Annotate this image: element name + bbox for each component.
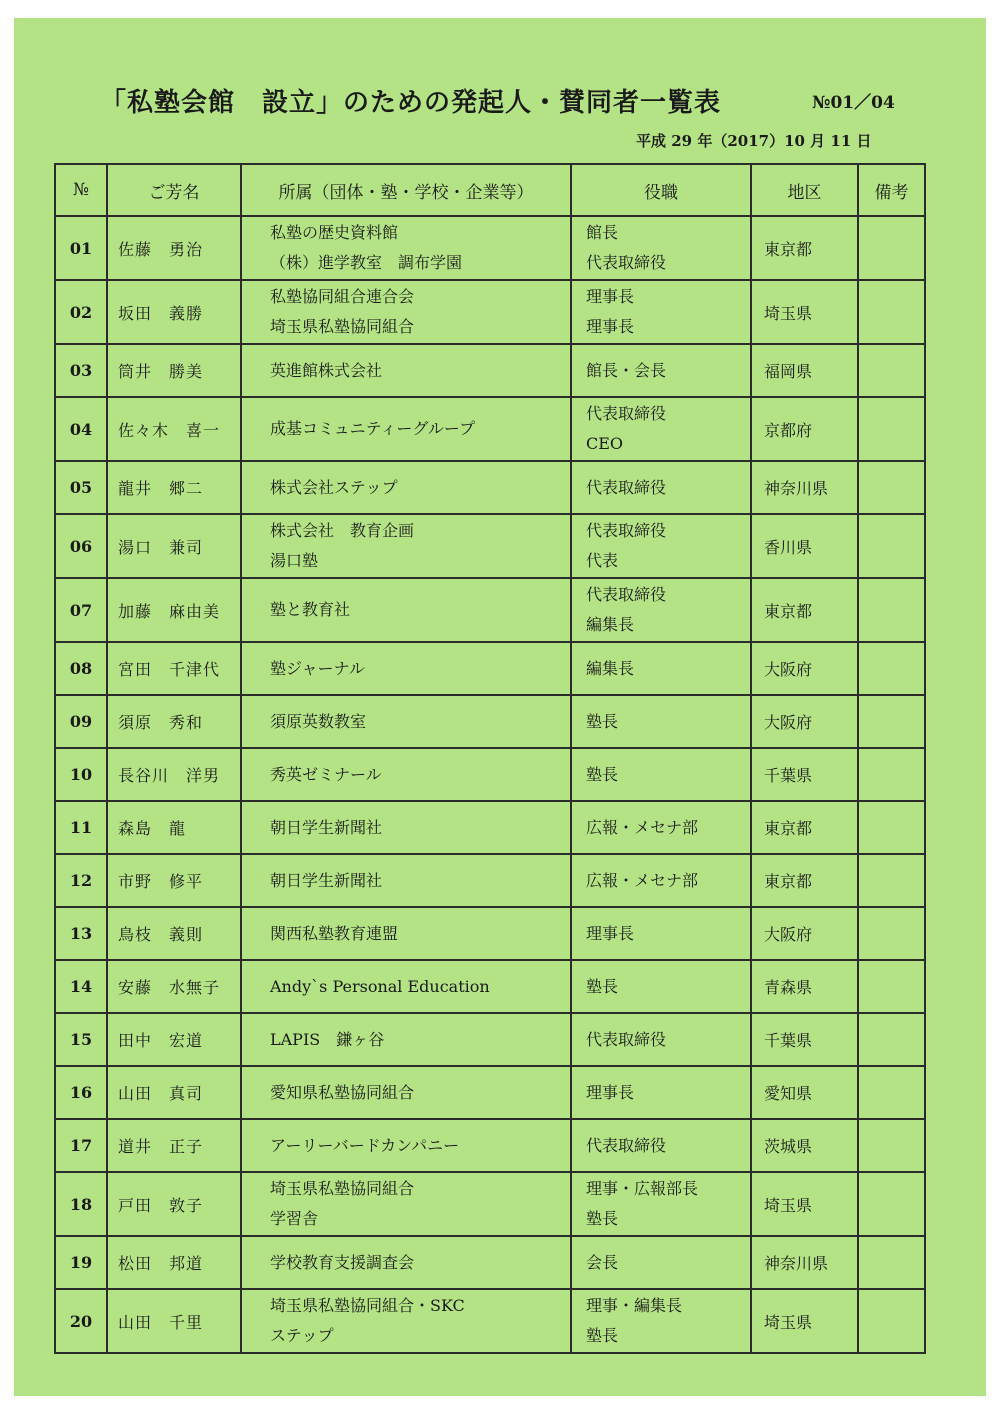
affiliation-cell — [241, 801, 571, 854]
row-number: 15 — [55, 1013, 107, 1066]
row-number: 07 — [55, 578, 107, 642]
note-cell — [858, 695, 925, 748]
region-cell: 東京都 — [751, 854, 858, 907]
header-affiliation: 所属（団体・塾・学校・企業等） — [241, 164, 571, 216]
affiliation-line: 関西私塾教育連盟 — [270, 923, 399, 943]
role-line: 塾長 — [586, 976, 619, 996]
role-cell — [571, 1172, 751, 1236]
note-cell — [858, 801, 925, 854]
role-cell — [571, 907, 751, 960]
document-date: 平成 29 年（2017）10 月 11 日 — [636, 132, 872, 150]
affiliation-line: 株式会社ステップ — [270, 477, 398, 497]
role-cell — [571, 344, 751, 397]
note-cell — [858, 1236, 925, 1289]
role-line: 塾長 — [586, 711, 619, 731]
role-line: 代表取締役 — [586, 1029, 667, 1049]
region-cell: 香川県 — [751, 514, 858, 578]
role-line: 館長・会長 — [586, 360, 667, 380]
table-row — [55, 216, 925, 280]
note-cell — [858, 578, 925, 642]
region-cell: 千葉県 — [751, 1013, 858, 1066]
affiliation-cell — [241, 461, 571, 514]
region-cell: 東京都 — [751, 801, 858, 854]
affiliation-line: 株式会社 教育企画 — [270, 521, 415, 540]
role-line: 編集長 — [586, 658, 635, 678]
role-line: 塾長 — [586, 764, 619, 784]
affiliation-cell — [241, 907, 571, 960]
page-number: №01／04 — [812, 93, 895, 113]
header-name: ご芳名 — [107, 164, 241, 216]
affiliation-line: 塾と教育社 — [270, 600, 351, 619]
role-cell — [571, 854, 751, 907]
role-line: 代表取締役 — [586, 1135, 667, 1155]
table-row — [55, 1172, 925, 1236]
note-cell — [858, 397, 925, 461]
role-cell — [571, 801, 751, 854]
role-line: 代表 — [586, 551, 619, 570]
person-name: 市野 修平 — [107, 854, 241, 907]
person-name: 道井 正子 — [107, 1119, 241, 1172]
role-cell — [571, 642, 751, 695]
row-number: 08 — [55, 642, 107, 695]
role-cell — [571, 578, 751, 642]
row-number: 12 — [55, 854, 107, 907]
table-row — [55, 695, 925, 748]
row-number: 03 — [55, 344, 107, 397]
table-row — [55, 280, 925, 344]
affiliation-cell — [241, 1013, 571, 1066]
affiliation-line: 埼玉県私塾協同組合 — [270, 1179, 415, 1198]
affiliation-line: 朝日学生新聞社 — [270, 817, 383, 837]
table-row — [55, 1119, 925, 1172]
role-line: 代表取締役 — [586, 521, 667, 540]
region-cell: 千葉県 — [751, 748, 858, 801]
person-name: 戸田 敦子 — [107, 1172, 241, 1236]
table-row — [55, 1066, 925, 1119]
affiliation-line: 須原英数教室 — [270, 711, 367, 731]
table-row — [55, 854, 925, 907]
person-name: 長谷川 洋男 — [107, 748, 241, 801]
row-number: 09 — [55, 695, 107, 748]
person-name: 森島 龍 — [107, 801, 241, 854]
role-cell — [571, 960, 751, 1013]
person-name: 宮田 千津代 — [107, 642, 241, 695]
row-number: 19 — [55, 1236, 107, 1289]
region-cell: 大阪府 — [751, 695, 858, 748]
table-row — [55, 748, 925, 801]
role-line: 理事・広報部長 — [586, 1179, 699, 1198]
note-cell — [858, 854, 925, 907]
note-cell — [858, 461, 925, 514]
row-number: 06 — [55, 514, 107, 578]
affiliation-cell — [241, 748, 571, 801]
affiliation-cell — [241, 695, 571, 748]
role-cell — [571, 748, 751, 801]
row-number: 14 — [55, 960, 107, 1013]
role-line: 理事長 — [586, 317, 635, 336]
affiliation-line: 朝日学生新聞社 — [270, 870, 383, 890]
role-cell — [571, 397, 751, 461]
row-number: 18 — [55, 1172, 107, 1236]
affiliation-line: 英進館株式会社 — [270, 360, 383, 380]
role-cell — [571, 695, 751, 748]
note-cell — [858, 280, 925, 344]
person-name: 筒井 勝美 — [107, 344, 241, 397]
role-line: 理事長 — [586, 1082, 635, 1102]
person-name: 松田 邦道 — [107, 1236, 241, 1289]
region-cell: 埼玉県 — [751, 1172, 858, 1236]
row-number: 17 — [55, 1119, 107, 1172]
affiliation-line: 埼玉県私塾協同組合・SKC — [270, 1296, 465, 1315]
affiliation-line: 学校教育支援調査会 — [270, 1252, 415, 1272]
row-number: 20 — [55, 1289, 107, 1353]
region-cell: 大阪府 — [751, 907, 858, 960]
affiliation-line: 成基コミュニティーグループ — [270, 419, 476, 438]
region-cell: 埼玉県 — [751, 1289, 858, 1353]
affiliation-cell — [241, 1289, 571, 1353]
person-name: 田中 宏道 — [107, 1013, 241, 1066]
role-cell — [571, 514, 751, 578]
region-cell: 京都府 — [751, 397, 858, 461]
affiliation-line: アーリーバードカンパニー — [270, 1135, 460, 1155]
row-number: 10 — [55, 748, 107, 801]
header-role: 役職 — [571, 164, 751, 216]
header-region: 地区 — [751, 164, 858, 216]
note-cell — [858, 907, 925, 960]
person-name: 加藤 麻由美 — [107, 578, 241, 642]
affiliation-cell — [241, 514, 571, 578]
role-cell — [571, 1066, 751, 1119]
person-name: 山田 真司 — [107, 1066, 241, 1119]
role-cell — [571, 216, 751, 280]
affiliation-line: 湯口塾 — [270, 551, 319, 570]
affiliation-line: 秀英ゼミナール — [270, 764, 382, 784]
table-row — [55, 801, 925, 854]
region-cell: 茨城県 — [751, 1119, 858, 1172]
affiliation-line: 私塾の歴史資料館 — [270, 223, 399, 242]
affiliation-cell — [241, 960, 571, 1013]
promoters-table — [54, 163, 926, 1354]
region-cell: 神奈川県 — [751, 461, 858, 514]
region-cell: 愛知県 — [751, 1066, 858, 1119]
region-cell: 東京都 — [751, 578, 858, 642]
role-line: 塾長 — [586, 1326, 619, 1345]
affiliation-cell — [241, 344, 571, 397]
affiliation-cell — [241, 397, 571, 461]
table-row — [55, 344, 925, 397]
role-line: 理事長 — [586, 923, 635, 943]
affiliation-cell — [241, 1172, 571, 1236]
affiliation-line: 埼玉県私塾協同組合 — [270, 317, 415, 336]
row-number: 16 — [55, 1066, 107, 1119]
table-row — [55, 397, 925, 461]
note-cell — [858, 344, 925, 397]
affiliation-cell — [241, 1066, 571, 1119]
region-cell: 大阪府 — [751, 642, 858, 695]
row-number: 01 — [55, 216, 107, 280]
role-line: 編集長 — [586, 615, 635, 634]
note-cell — [858, 642, 925, 695]
role-line: 会長 — [586, 1252, 619, 1272]
row-number: 11 — [55, 801, 107, 854]
document-title: 「私塾会館 設立」のための発起人・賛同者一覧表 — [100, 88, 722, 118]
role-cell — [571, 1289, 751, 1353]
affiliation-cell — [241, 578, 571, 642]
table-row — [55, 1236, 925, 1289]
affiliation-cell — [241, 280, 571, 344]
role-line: CEO — [586, 434, 624, 453]
role-cell — [571, 461, 751, 514]
person-name: 安藤 水無子 — [107, 960, 241, 1013]
note-cell — [858, 514, 925, 578]
note-cell — [858, 216, 925, 280]
role-line: 広報・メセナ部 — [586, 870, 699, 890]
affiliation-line: LAPIS 鎌ヶ谷 — [270, 1029, 385, 1049]
note-cell — [858, 1013, 925, 1066]
note-cell — [858, 1172, 925, 1236]
role-cell — [571, 280, 751, 344]
person-name: 坂田 義勝 — [107, 280, 241, 344]
table-row — [55, 907, 925, 960]
note-cell — [858, 1119, 925, 1172]
region-cell: 神奈川県 — [751, 1236, 858, 1289]
note-cell — [858, 960, 925, 1013]
note-cell — [858, 1289, 925, 1353]
region-cell: 東京都 — [751, 216, 858, 280]
header-no: № — [55, 164, 107, 216]
role-cell — [571, 1119, 751, 1172]
person-name: 佐々木 喜一 — [107, 397, 241, 461]
row-number: 04 — [55, 397, 107, 461]
table-row — [55, 642, 925, 695]
affiliation-cell — [241, 216, 571, 280]
role-line: 館長 — [586, 223, 619, 242]
note-cell — [858, 748, 925, 801]
role-line: 代表取締役 — [586, 477, 667, 497]
role-line: 理事長 — [586, 287, 635, 306]
table-header-row — [55, 164, 925, 216]
role-line: 広報・メセナ部 — [586, 817, 699, 837]
region-cell: 福岡県 — [751, 344, 858, 397]
person-name: 佐藤 勇治 — [107, 216, 241, 280]
note-cell — [858, 1066, 925, 1119]
row-number: 13 — [55, 907, 107, 960]
affiliation-cell — [241, 1119, 571, 1172]
role-cell — [571, 1013, 751, 1066]
person-name: 鳥枝 義則 — [107, 907, 241, 960]
table-row — [55, 461, 925, 514]
table-row — [55, 1013, 925, 1066]
region-cell: 青森県 — [751, 960, 858, 1013]
affiliation-line: 塾ジャーナル — [270, 658, 365, 678]
affiliation-line: 学習舎 — [270, 1209, 319, 1228]
role-line: 代表取締役 — [586, 404, 667, 423]
affiliation-line: ステップ — [270, 1326, 334, 1345]
row-number: 05 — [55, 461, 107, 514]
person-name: 須原 秀和 — [107, 695, 241, 748]
role-line: 代表取締役 — [586, 585, 667, 604]
person-name: 龍井 郷二 — [107, 461, 241, 514]
region-cell: 埼玉県 — [751, 280, 858, 344]
header-note: 備考 — [858, 164, 925, 216]
role-line: 理事・編集長 — [586, 1296, 683, 1315]
table-row — [55, 960, 925, 1013]
table-row — [55, 1289, 925, 1353]
affiliation-cell — [241, 642, 571, 695]
role-cell — [571, 1236, 751, 1289]
affiliation-line: 愛知県私塾協同組合 — [270, 1082, 415, 1102]
person-name: 山田 千里 — [107, 1289, 241, 1353]
table-row — [55, 514, 925, 578]
row-number: 02 — [55, 280, 107, 344]
affiliation-cell — [241, 854, 571, 907]
role-line: 塾長 — [586, 1209, 619, 1228]
role-line: 代表取締役 — [586, 253, 667, 272]
table-row — [55, 578, 925, 642]
affiliation-cell — [241, 1236, 571, 1289]
affiliation-line: （株）進学教室 調布学園 — [270, 253, 463, 272]
affiliation-line: Andy`s Personal Education — [270, 976, 490, 996]
affiliation-line: 私塾協同組合連合会 — [270, 287, 415, 306]
person-name: 湯口 兼司 — [107, 514, 241, 578]
